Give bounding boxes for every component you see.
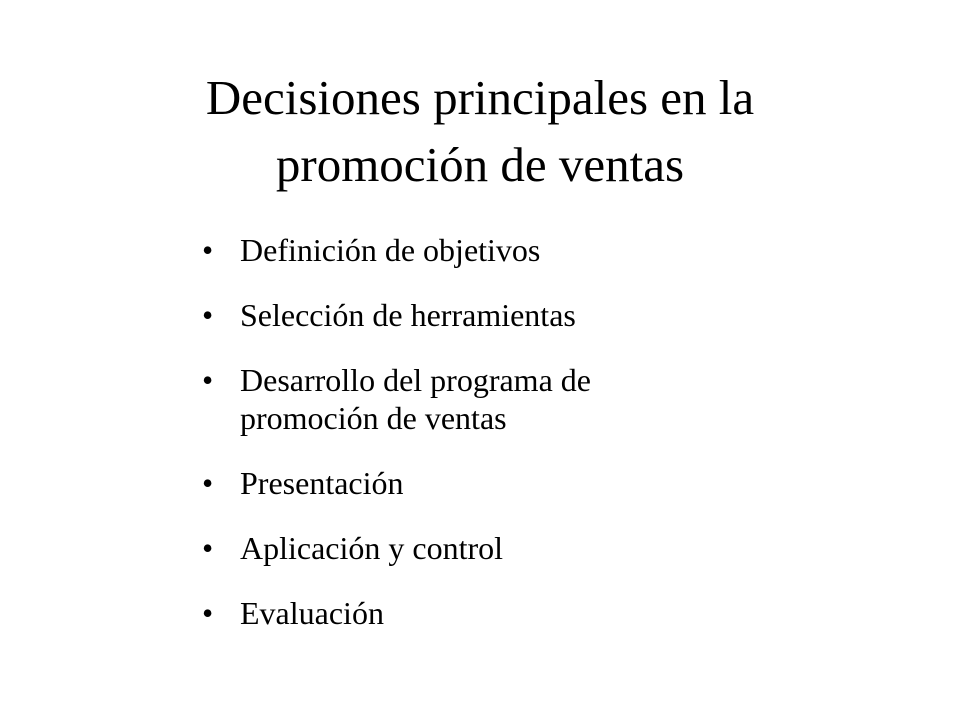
bullet-text: Aplicación y control bbox=[240, 530, 504, 566]
bullet-text: Selección de herramientas bbox=[240, 297, 576, 333]
slide-title bbox=[0, 64, 960, 198]
slide-title-line: Decisiones principales en la bbox=[205, 70, 755, 125]
bullet-text-continuation: promoción de ventas bbox=[240, 400, 507, 436]
bullet-list bbox=[202, 231, 591, 659]
bullet-text: Evaluación bbox=[240, 595, 384, 631]
slide-title-line: promoción de ventas bbox=[275, 137, 685, 192]
bullet-item-evaluacion bbox=[202, 594, 591, 632]
bullet-dot-icon: • bbox=[202, 232, 214, 268]
bullet-dot-icon: • bbox=[202, 595, 214, 631]
bullet-text: Definición de objetivos bbox=[240, 232, 541, 268]
bullet-dot-icon: • bbox=[202, 297, 214, 333]
bullet-dot-icon: • bbox=[202, 362, 214, 398]
bullet-dot-icon: • bbox=[202, 530, 214, 566]
bullet-item-aplicacion-control bbox=[202, 529, 591, 567]
bullet-dot-icon: • bbox=[202, 465, 214, 501]
bullet-item-seleccion-herramientas bbox=[202, 296, 591, 334]
bullet-text: Presentación bbox=[240, 465, 404, 501]
bullet-item-presentacion bbox=[202, 464, 591, 502]
bullet-item-desarrollo-programa bbox=[202, 361, 591, 437]
bullet-item-definicion-objetivos bbox=[202, 231, 591, 269]
bullet-text: Desarrollo del programa de bbox=[240, 362, 591, 398]
